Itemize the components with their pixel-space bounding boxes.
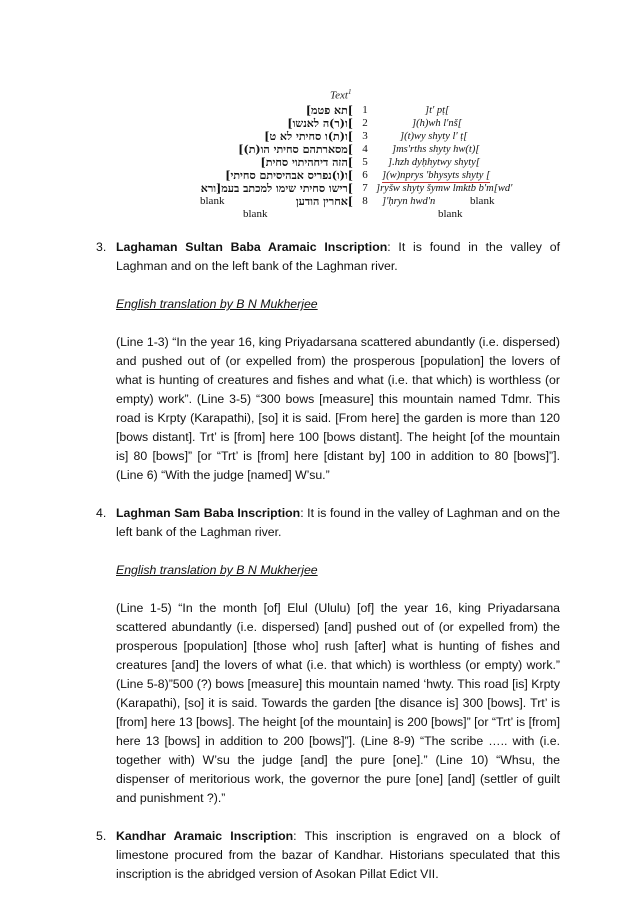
blank-label: blank	[243, 208, 268, 220]
transliteration: ]'ḥryn hwd'n	[382, 196, 436, 207]
intro-text: : This inscription is engraved on a block of limestone procured from the bazar of Kandhar. Historians speculated that this inscription is the abridged version of Asokan Pillat Edict VII.	[116, 829, 560, 881]
blank-label: blank	[438, 208, 463, 220]
line-number: 8	[362, 195, 368, 207]
inscription-title: Laghman Sam Baba Inscription	[116, 506, 301, 520]
table-row	[0, 117, 638, 130]
line-number: 2	[362, 117, 368, 129]
line-number: 1	[362, 104, 368, 116]
line-number: 4	[362, 143, 368, 155]
item-number: 5.	[96, 829, 107, 843]
transliteration: ]t' pṭ[	[425, 105, 450, 116]
table-row	[0, 169, 638, 182]
translation-text: (Line 1-3) “In the year 16, king Priyadarsana scattered abundantly (i.e. dispersed) and pushed out of (or expelled from) the prosperous [population] the lovers of what is hunting of creatures and fishes and what (i.e. that which) is worthless (or empty) work”. (Line 3-5) “300 bows [measure] this mountain named Tdmr. This road is Krpty (Karapathi), [so] it is said. [From here] the garden is more than 120 [bows distant]. Trt’ is [from] here 100 [bows distant]. The height [of the mountain is] 80 [bows]” [or “Trt’ is [from] here [distant by] 100 in addition to 80 [bows]”]. (Line 6) “With the judge [named] W’su.”	[116, 335, 560, 482]
inscription-title: Laghaman Sultan Baba Aramaic Inscription	[116, 240, 388, 254]
intro-text: : It is found in the valley of Laghman and on the left bank of the Laghman river.	[116, 506, 560, 539]
item-intro	[116, 504, 560, 542]
hebrew-text: ]הזה דיחהיתוי סחית]	[260, 156, 353, 169]
table-row	[0, 182, 638, 195]
transliteration: ](h)wh l'nš[	[412, 118, 462, 129]
transliteration: ]ryšw shyty šymw lmktb b'm[wd'	[376, 183, 513, 194]
inscription-title: Kandhar Aramaic Inscription	[116, 829, 294, 843]
hebrew-text: ]תא פטמ]	[305, 104, 353, 117]
table-row	[0, 130, 638, 143]
transliteration: ](w)nprys 'bhysyts shyty [	[382, 170, 491, 181]
table-row	[0, 195, 638, 208]
table-caption: Text$^1$	[330, 88, 352, 102]
table-row	[0, 143, 638, 156]
list-item	[96, 827, 560, 884]
table-row	[0, 156, 638, 169]
line-number: 5	[362, 156, 368, 168]
item-intro	[116, 238, 560, 276]
line-number: 6	[362, 169, 368, 181]
line-number: 7	[362, 182, 368, 194]
transliteration: ](t)wy shyty l' ṭ[	[400, 131, 468, 142]
transliteration: ]ms'rths shyty hw(t)[	[392, 144, 480, 155]
list-item	[96, 504, 560, 808]
transliteration: ].hzh dyḥhytwy shyty[	[388, 157, 480, 168]
translation-credit: English translation by B N Mukherjee	[116, 563, 318, 577]
item-number: 3.	[96, 240, 107, 254]
blank-label: blank	[200, 195, 225, 207]
translation-credit: English translation by B N Mukherjee	[116, 297, 318, 311]
hebrew-text: ]ו(ת)ו סחיתי לא ט]	[264, 130, 353, 143]
hebrew-text: ]ו(ו)נפריס אבהיסיתם סחיתי]	[225, 169, 353, 182]
table-row	[0, 208, 638, 221]
hebrew-text: ]אחרין הודען	[295, 195, 353, 208]
blank-label: blank	[470, 195, 495, 207]
translation-text: (Line 1-5) “In the month [of] Elul (Ululu) [of] the year 16, king Priyadarsana scattered abundantly (i.e. dispersed) [and] pushed out of (or expelled from) the prosperous [population] [those who] rush [after] what is hunting of fishes and creatures [and] the lovers of what (i.e. that which) is worthless (or empty) work.” (Line 5-8)”500 (?) bows [measure] this mountain named ‘hwty. This road [is] Krpty (Karapathi), [so] it is said. Towards the garden [the disance is] 300 [bows]. Trt’ is [from] here 13 [bows]. The height [of the mountain] is 200 [bows]” [or “Trt’ is [from] here 13 [bows] in addition to 200 [bows]”]. (Line 8-9) “The scribe ….. with (i.e. together with) W’su the judge [and] the pure [one].” (Line 10) “Whsu, the dispenser of meritorious work, the governor the pure [one] [and] (settler of guilt and punishment ?).”	[116, 601, 560, 805]
hebrew-text: ]ו(ר)ה לאנשו]	[287, 117, 353, 130]
item-number: 4.	[96, 506, 107, 520]
list-item	[96, 238, 560, 485]
line-number: 3	[362, 130, 368, 142]
item-intro	[116, 827, 560, 884]
table-row	[0, 104, 638, 117]
intro-text: : It is found in the valley of Laghman and on the left bank of the Laghman river.	[116, 240, 560, 273]
document-body	[96, 238, 560, 903]
hebrew-text: ]רישו סחיתי שימו למכתב בעמ[ורא	[200, 182, 353, 195]
hebrew-text: ]מסארתהם סחיתי הו(ת)]	[238, 143, 353, 156]
aramaic-text-table	[0, 88, 638, 218]
